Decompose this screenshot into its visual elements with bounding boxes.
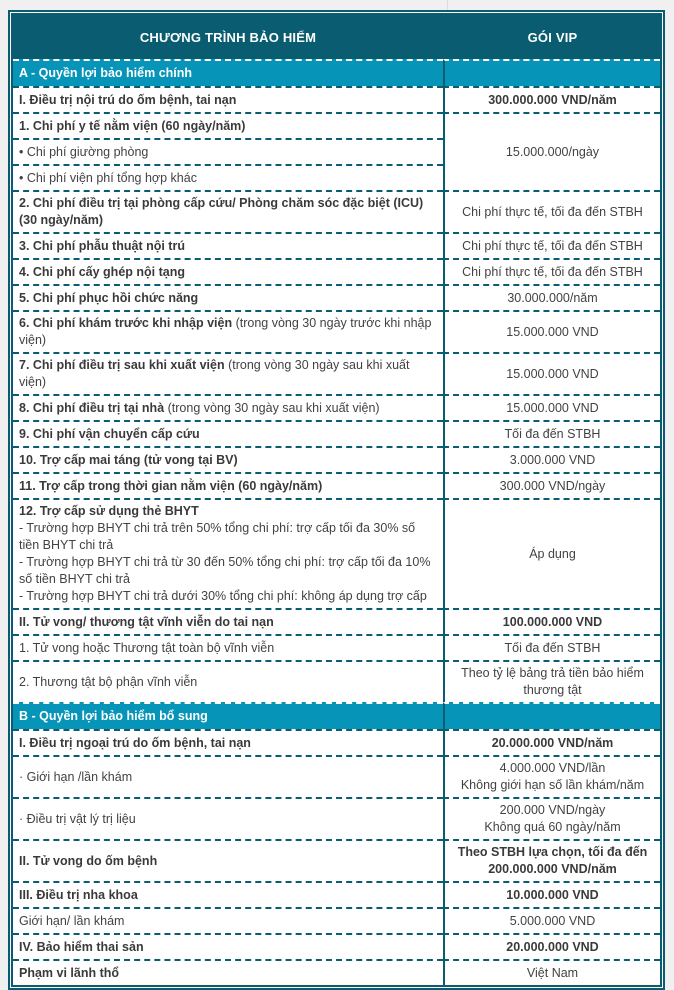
- row-value: 15.000.000/ngày: [443, 112, 660, 190]
- row-value: 10.000.000 VND: [443, 881, 660, 907]
- table-row: [13, 755, 660, 797]
- table-row: [13, 634, 660, 660]
- table-row: [13, 933, 660, 959]
- section-label: B - Quyền lợi bảo hiểm bổ sung: [13, 702, 443, 729]
- section-label: A - Quyền lợi bảo hiểm chính: [13, 59, 443, 86]
- row-label: III. Điều trị nha khoa: [13, 881, 443, 907]
- table-row: [13, 907, 660, 933]
- header-row: [13, 15, 660, 59]
- table-row: [13, 729, 660, 755]
- table-row: [13, 608, 660, 634]
- row-label: 4. Chi phí cấy ghép nội tạng: [13, 258, 443, 284]
- table-row: [13, 86, 660, 112]
- row-value: Tối đa đến STBH: [443, 420, 660, 446]
- row-label: I. Điều trị ngoại trú do ốm bệnh, tai nạn: [13, 729, 443, 755]
- row-value: Chi phí thực tế, tối đa đến STBH: [443, 190, 660, 232]
- row-label: II. Tử vong/ thương tật vĩnh viễn do tai nạn: [13, 608, 443, 634]
- table-row: [13, 881, 660, 907]
- row-value: 15.000.000 VND: [443, 310, 660, 352]
- row-label: I. Điều trị nội trú do ốm bệnh, tai nạn: [13, 86, 443, 112]
- row-label: · Giới hạn /lần khám: [13, 755, 443, 797]
- row-label: 12. Trợ cấp sử dụng thẻ BHYT - Trường hợp BHYT chi trả trên 50% tổng chi phí: trợ cấp tối đa 30% số tiền BHYT chi trả - Trường hợp BHYT chi trả từ 30 đến 50% tổng chi phí: trợ cấp tối đa 10% số tiền BHYT chi trả - Trường hợp BHYT chi trả dưới 30% tổng chi phí: không áp dụng trợ cấp: [13, 498, 443, 608]
- table-row: [13, 112, 660, 138]
- header-col-program: CHƯƠNG TRÌNH BẢO HIỂM: [13, 15, 443, 59]
- row-label: Giới hạn/ lần khám: [13, 907, 443, 933]
- table-row: [13, 394, 660, 420]
- row-label: 2. Chi phí điều trị tại phòng cấp cứu/ Phòng chăm sóc đặc biệt (ICU) (30 ngày/năm): [13, 190, 443, 232]
- table-row: [13, 258, 660, 284]
- row-label: • Chi phí giường phòng: [13, 138, 443, 164]
- header-col-vip: GÓI VIP: [443, 15, 660, 59]
- table-row: [13, 660, 660, 702]
- row-value: Áp dụng: [443, 498, 660, 608]
- table-row: [13, 959, 660, 985]
- row-label: Phạm vi lãnh thổ: [13, 959, 443, 985]
- table-row: [13, 352, 660, 394]
- section-row: [13, 59, 660, 86]
- row-value: 15.000.000 VND: [443, 394, 660, 420]
- table-row: [13, 446, 660, 472]
- row-value: 15.000.000 VND: [443, 352, 660, 394]
- table-row: [13, 420, 660, 446]
- row-label: 2. Thương tật bộ phận vĩnh viễn: [13, 660, 443, 702]
- table-row: [13, 190, 660, 232]
- table-row: [13, 284, 660, 310]
- row-value: 3.000.000 VND: [443, 446, 660, 472]
- row-label: 8. Chi phí điều trị tại nhà (trong vòng 30 ngày sau khi xuất viện): [13, 394, 443, 420]
- row-value: Chi phí thực tế, tối đa đến STBH: [443, 232, 660, 258]
- row-label: 6. Chi phí khám trước khi nhập viện (trong vòng 30 ngày trước khi nhập viện): [13, 310, 443, 352]
- row-label: 3. Chi phí phẫu thuật nội trú: [13, 232, 443, 258]
- row-value: Chi phí thực tế, tối đa đến STBH: [443, 258, 660, 284]
- row-value: Việt Nam: [443, 959, 660, 985]
- row-label: 9. Chi phí vận chuyển cấp cứu: [13, 420, 443, 446]
- row-value: 300.000 VND/ngày: [443, 472, 660, 498]
- table-row: [13, 797, 660, 839]
- row-value: 4.000.000 VND/lần Không giới hạn số lần khám/năm: [443, 755, 660, 797]
- table-row: [13, 498, 660, 608]
- row-value: 20.000.000 VND: [443, 933, 660, 959]
- row-label: IV. Bảo hiểm thai sản: [13, 933, 443, 959]
- row-label: · Điều trị vật lý trị liệu: [13, 797, 443, 839]
- row-value: 100.000.000 VND: [443, 608, 660, 634]
- table-row: [13, 310, 660, 352]
- row-label: 1. Chi phí y tế nằm viện (60 ngày/năm): [13, 112, 443, 138]
- row-label: 11. Trợ cấp trong thời gian nằm viện (60 ngày/năm): [13, 472, 443, 498]
- insurance-table-body: [13, 59, 660, 985]
- row-value: 300.000.000 VND/năm: [443, 86, 660, 112]
- table-row: [13, 232, 660, 258]
- row-value: 200.000 VND/ngày Không quá 60 ngày/năm: [443, 797, 660, 839]
- table-row: [13, 472, 660, 498]
- row-label: 7. Chi phí điều trị sau khi xuất viện (trong vòng 30 ngày sau khi xuất viện): [13, 352, 443, 394]
- section-value-spacer: [443, 702, 660, 729]
- benefits-table-wrap: [8, 10, 665, 990]
- row-value: Tối đa đến STBH: [443, 634, 660, 660]
- row-value: 5.000.000 VND: [443, 907, 660, 933]
- row-label: • Chi phí viện phí tổng hợp khác: [13, 164, 443, 190]
- row-value: 20.000.000 VND/năm: [443, 729, 660, 755]
- section-row: [13, 702, 660, 729]
- row-label: 10. Trợ cấp mai táng (tử vong tại BV): [13, 446, 443, 472]
- benefits-table: [13, 15, 660, 985]
- table-row: [13, 839, 660, 881]
- row-label: II. Tử vong do ốm bệnh: [13, 839, 443, 881]
- section-value-spacer: [443, 59, 660, 86]
- row-label: 5. Chi phí phục hồi chức năng: [13, 284, 443, 310]
- row-value: Theo tỷ lệ bảng trả tiền bảo hiểm thương tật: [443, 660, 660, 702]
- row-value: 30.000.000/năm: [443, 284, 660, 310]
- table-header: [13, 15, 660, 59]
- row-value: Theo STBH lựa chọn, tối đa đến 200.000.000 VND/năm: [443, 839, 660, 881]
- row-label: 1. Tử vong hoặc Thương tật toàn bộ vĩnh viễn: [13, 634, 443, 660]
